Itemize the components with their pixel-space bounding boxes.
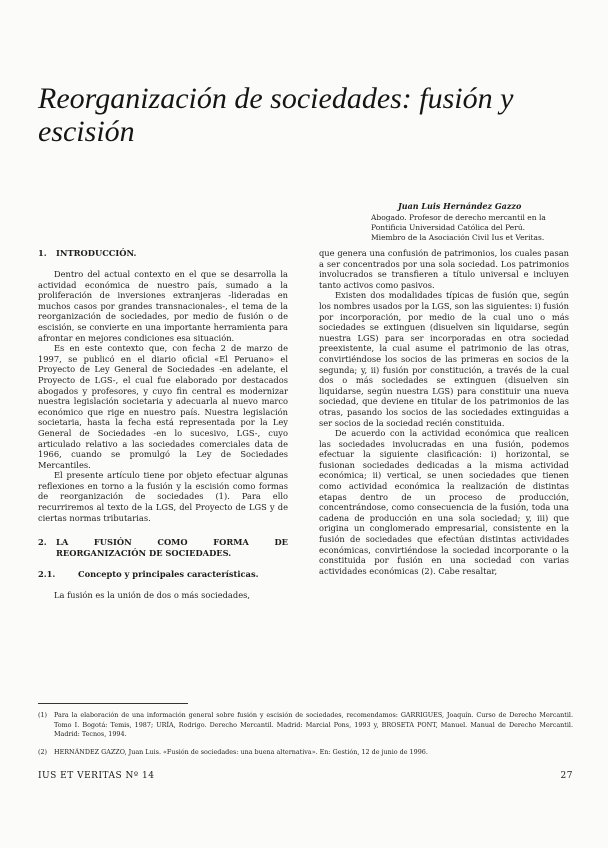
footnotes	[38, 711, 573, 765]
footnote	[38, 748, 573, 758]
footnote-text: HERNÁNDEZ GAZZO, Juan Luis. «Fusión de sociedades: una buena alternativa». En: Gestión, 12 de junio de 1996.	[54, 747, 428, 756]
right-column	[319, 248, 569, 576]
section-title: INTRODUCCIÓN.	[56, 248, 137, 258]
section-heading-introduction	[38, 248, 288, 259]
paragraph: Dentro del actual contexto en el que se desarrolla la actividad económica de nuestro país, sumado a la proliferación de inversiones extranjeras -lideradas en muchos casos por grandes transnacionales-, el tema de la reorganización de sociedades, por medio de fusión o de escisión, se convierte en una importante herramienta para afrontar en mejores condiciones esa situación.	[38, 269, 288, 343]
section-heading-fusion	[38, 537, 288, 559]
footnote-mark: (1)	[38, 711, 48, 719]
paragraph: El presente artículo tiene por objeto efectuar algunas reflexiones en torno a la fusión y la escisión como formas de reorganización de sociedades (1). Para ello recurriremos al texto de la LGS, del Proyecto de LGS y de ciertas normas tributarias.	[38, 470, 288, 523]
paragraph: Es en este contexto que, con fecha 2 de marzo de 1997, se publicó en el diario oficial «El Peruano» el Proyecto de Ley General de Sociedades -en adelante, el Proyecto de LGS-, el cual fue elaborado por destacados abogados y profesores, y cuyo fin central es modernizar nuestra legislación societaria y adecuarla al nuevo marco económico que rige en nuestro país. Nuestra legislación societaria, hasta la fecha está representada por la Ley General de Sociedades -en lo sucesivo, LGS-, cuyo articulado relativo a las sociedades comerciales data de 1966, cuando se promulgó la Ley de Sociedades Mercantiles.	[38, 343, 288, 470]
footnote-divider	[38, 703, 188, 704]
footnote	[38, 711, 573, 740]
left-column	[38, 248, 288, 601]
page-number: 27	[560, 771, 573, 781]
journal-name: IUS ET VERITAS Nº 14	[38, 771, 155, 781]
paragraph: que genera una confusión de patrimonios, los cuales pasan a ser concentrados por una sola sociedad. Los patrimonios involucrados se transfieren a título universal e incluyen tanto activos como pasivos.	[319, 248, 569, 290]
subsection-heading-concept	[38, 569, 288, 580]
subsection-title: Concepto y principales características.	[78, 569, 259, 580]
author-name: Juan Luis Hernández Gazzo	[398, 201, 522, 211]
author-block	[371, 201, 581, 243]
paragraph: De acuerdo con la actividad económica que realicen las sociedades involucradas en una fusión, podemos efectuar la siguiente clasificación: i) horizontal, se fusionan sociedades dedicadas a la misma actividad económica; ii) vertical, se unen sociedades que tienen como actividad económica la realización de distintas etapas dentro de un proceso de producción, concentrándose, como consecuencia de la fusión, toda una cadena de producción en una sola sociedad; y, iii) que origina un conglomerado empresarial, consistente en la fusión de sociedades que efectúan distintas actividades económicas, convirtiéndose la sociedad incorporante o la constituida por fusión en una sociedad con varias actividades económicas (2). Cabe resaltar,	[319, 428, 569, 576]
page-footer	[38, 771, 573, 781]
paragraph: Existen dos modalidades típicas de fusión que, según los nombres usados por la LGS, son las siguientes: i) fusión por incorporación, por medio de la cual uno o más sociedades se extinguen (disuelven sin liquidarse, según nuestra LGS) para ser incorporadas en otra sociedad preexistente, la cual asume el patrimonio de las otras, convirtiéndose los socios de las primeras en socios de la segunda; y, ii) fusión por constitución, a través de la cual dos o más sociedades se extinguen (disuelven sin liquidarse, según nuestra LGS) para constituir una nueva sociedad, que deviene en titular de los patrimonios de las otras, pasando los socios de las sociedades extinguidas a ser socios de la sociedad recién constituida.	[319, 290, 569, 428]
paragraph: La fusión es la unión de dos o más sociedades,	[54, 590, 250, 601]
subsection-number: 2.1.	[38, 569, 56, 580]
author-affiliation-line: Abogado. Profesor de derecho mercantil en la	[371, 213, 546, 222]
footnote-mark: (2)	[38, 747, 48, 756]
section-title: LA FUSIÓN COMO FORMA DE REORGANIZACIÓN DE SOCIEDADES.	[56, 537, 288, 559]
author-affiliation-line: Pontificia Universidad Católica del Perú.	[371, 223, 526, 232]
footnote-text: Para la elaboración de una información general sobre fusión y escisión de sociedades, recomendamos: GARRIGUES, Joaquín. Curso de Derecho Mercantil. Tomo I. Bogotá: Temis, 1987; URÍA, Rodrigo. Derecho Mercantil. Madrid: Marcial Pons, 1993 y, BROSETA PONT, Manuel. Manual de Derecho Mercantil. Madrid: Tecnos, 1994.	[54, 711, 573, 738]
section-number: 2.	[38, 537, 47, 548]
section-number: 1.	[38, 248, 47, 258]
author-affiliation-line: Miembro de la Asociación Civil Ius et Veritas.	[371, 233, 545, 242]
article-title: Reorganización de sociedades: fusión y escisión	[38, 82, 514, 148]
